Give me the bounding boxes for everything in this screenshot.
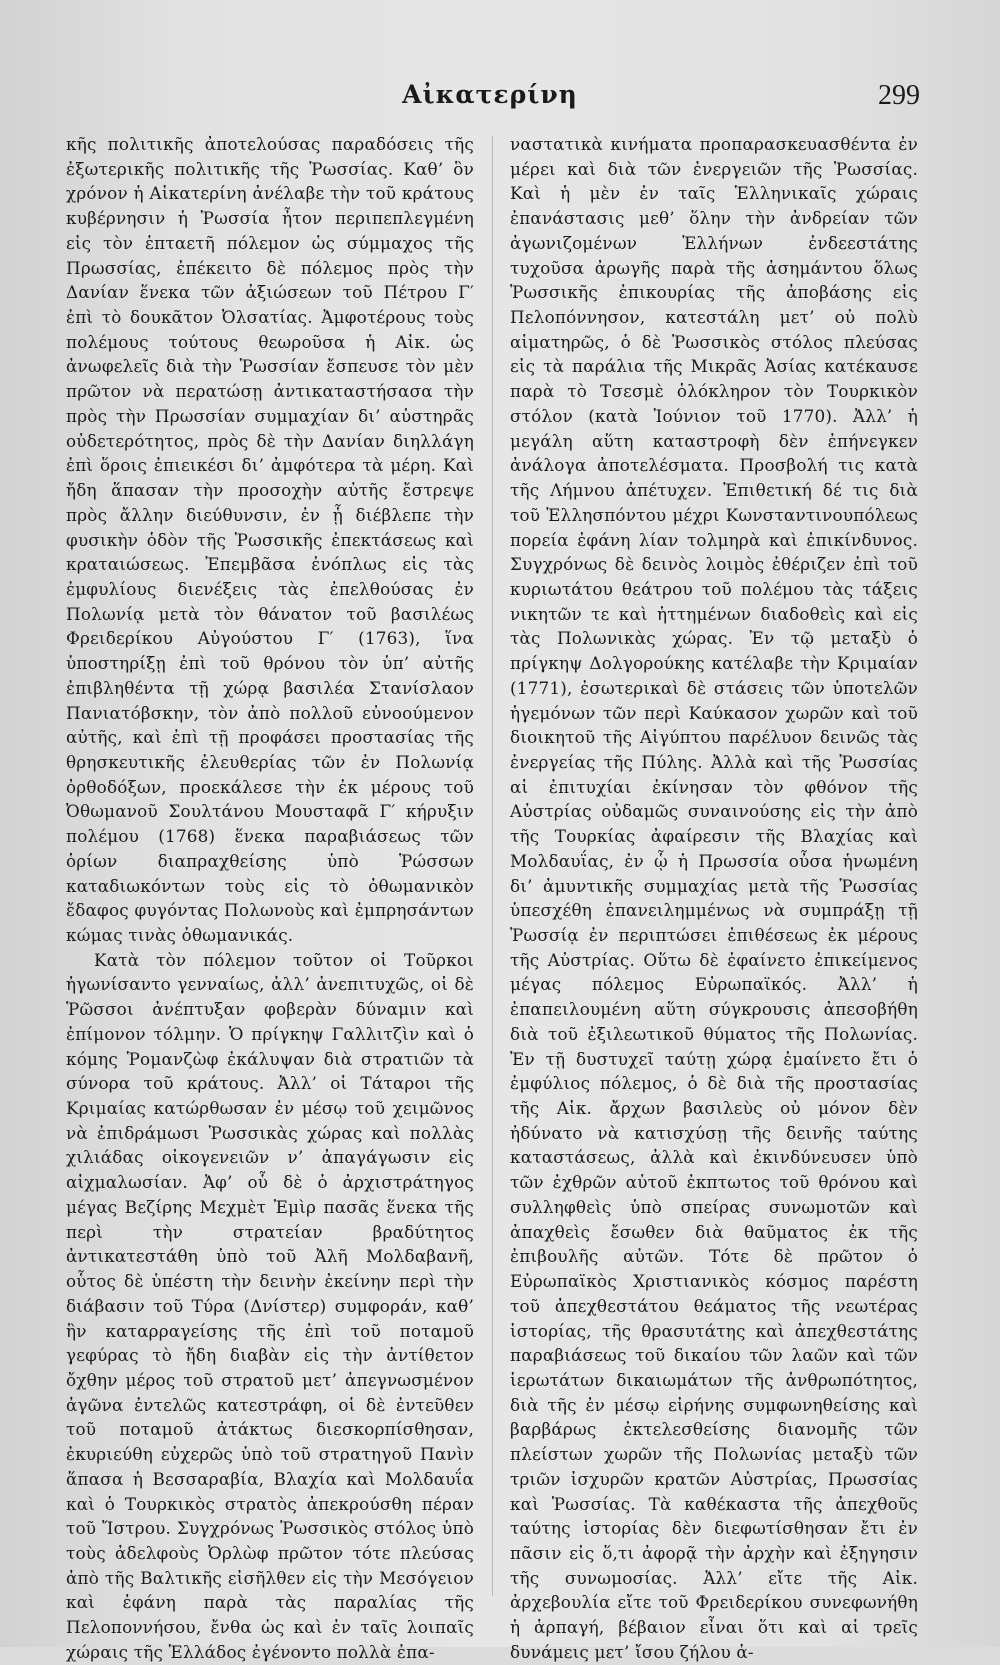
paragraph: ναστατικὰ κινήματα προπαρασκευασθέντα ἐν μέρει καὶ διὰ τῶν ἐνεργειῶν τῆς Ῥωσσίας. Καὶ ἡ μὲν ἐν ταῖς Ἑλληνικαῖς χώραις ἐπανάστασις μεθ’ ὅλην τὴν ἀνδρείαν τῶν ἀγωνιζομένων Ἑλλήνων ἐνδεεστάτης τυχοῦσα ἀρωγῆς παρὰ τῆς ἀσημάντου ὅλως Ῥωσσικῆς ἐπικουρίας τῆς ἀποβάσης εἰς Πελοπόννησον, κατεστάλη μετ’ οὐ πολὺ αἱματηρῶς, ὁ δὲ Ῥωσσικὸς στόλος πλεύσας εἰς τὰ παράλια τῆς Μικρᾶς Ἀσίας κατέκαυσε παρὰ τὸ Τσεσμὲ ὁλόκληρον τὸν Τουρκικὸν στόλον (κατὰ Ἰούνιον τοῦ 1770). Ἀλλ’ ἡ μεγάλη αὕτη καταστροφὴ δὲν ἐπήνεγκεν ἀνάλογα ἀποτελέσματα. Προσβολή τις κατὰ τῆς Λήμνου ἀπέτυχεν. Ἐπιθετική δέ τις διὰ τοῦ Ἑλλησπόντου μέχρι Κωνσταντινουπόλεως πορεία ἐφάνη λίαν τολμηρὰ καὶ ἐπικίνδυνος. Συγχρόνως δὲ δεινὸς λοιμὸς ἐθέριζεν ἐπὶ τοῦ κυριωτάτου θεάτρου τοῦ πολέμου τὰς τάξεις νικητῶν τε καὶ ἡττημένων διαδοθεὶς καὶ εἰς τὰς Πολωνικὰς χώρας. Ἐν τῷ μεταξὺ ὁ πρίγκηψ Δολγορούκης κατέλαβε τὴν Κριμαίαν (1771), ἐσωτερικαὶ δὲ στάσεις τῶν ὑποτελῶν ἡγεμόνων τῶν περὶ Καύκασον χωρῶν καὶ τοῦ διοικητοῦ τῆς Αἰγύπτου παρέλυον δεινῶς τὰς ἐνεργείας τῆς Πύλης. Ἀλλὰ καὶ τῆς Ῥωσσίας αἱ ἐπιτυχίαι ἐκίνησαν τὸν φθόνον τῆς Αὐστρίας οὐδαμῶς συναινούσης εἰς τὴν ἀπὸ τῆς Τουρκίας ἀφαίρεσιν τῆς Βλαχίας καὶ Μολδαυΐας, ἐν ᾧ ἡ Πρωσσία οὖσα ἡνωμένη δι’ ἀμυντικῆς συμμαχίας μετὰ τῆς Ῥωσσίας ὑπεσχέθη ἐπανειλημμένως νὰ συμπράξῃ τῇ Ῥωσσίᾳ ἐν περιπτώσει ἐπιθέσεως ἐκ μέρους τῆς Αὐστρίας. Οὕτω δὲ ἐφαίνετο ἐπικείμενος μέγας πόλεμος Εὐρωπαϊκός. Ἀλλ’ ἡ ἐπαπειλουμένη αὕτη σύγκρουσις ἀπεσοβήθη διὰ τοῦ ἐξιλεωτικοῦ θύματος τῆς Πολωνίας. Ἐν τῇ δυστυχεῖ ταύτῃ χώρᾳ ἐμαίνετο ἔτι ὁ ἐμφύλιος πόλεμος, ὁ δὲ διὰ τῆς προστασίας τῆς Αἰκ. ἄρχων βασιλεὺς οὐ μόνον δὲν ἠδύνατο νὰ κατισχύσῃ τῆς δεινῆς ταύτης καταστάσεως, ἀλλὰ καὶ ἐκινδύνευσεν ὑπὸ τῶν ἐχθρῶν αὐτοῦ ἐκπτωτος τοῦ θρόνου καὶ συλληφθεὶς ὑπὸ σπείρας συνωμοτῶν καὶ ἀπαχθεὶς ἔσωθεν διὰ θαῦματος ἐκ τῆς ἐπιβουλῆς αὐτῶν. Τότε δὲ πρῶτον ὁ Εὐρωπαϊκὸς Χριστιανικὸς κόσμος παρέστη τοῦ ἀπεχθεστάτου θεάματος τῆς νεωτέρας ἱστορίας, τῆς θρασυτάτης καὶ ἀπεχθεστάτης παραβιάσεως τοῦ δικαίου τῶν λαῶν καὶ τῶν ἱερωτάτων δικαιωμάτων τῆς ἀνθρωπότητος, διὰ τῆς ἐν μέσῳ εἰρήνης συμφωνηθείσης καὶ βαρβάρως ἐκτελεσθείσης διανομῆς τῶν πλείστων χωρῶν τῆς Πολωνίας μεταξὺ τῶν τριῶν ἰσχυρῶν κρατῶν Αὐστρίας, Πρωσσίας καὶ Ῥωσσίας. Τὰ καθέκαστα τῆς ἀπεχθοῦς ταύτης ἱστορίας δὲν διεφωτίσθησαν ἔτι ἐν πᾶσιν εἰς ὅ,τι ἀφορᾷ τὴν ἀρχὴν καὶ ἐξηγησιν τῆς συνωμοσίας. Ἀλλ’ εἴτε τῆς Αἰκ. ἀρχεβουλία εἴτε τοῦ Φρειδερίκου συνεφωνήθη ἡ ἁρπαγή, βέβαιον εἶναι ὅτι καὶ αἱ τρεῖς δυνάμεις μετ’ ἴσου ζήλου ἀ- [510, 134, 918, 1662]
page-header [60, 76, 920, 120]
left-column [66, 132, 474, 1665]
paragraph: κῆς πολιτικῆς ἀποτελούσας παραδόσεις τῆς ἐξωτερικῆς πολιτικῆς τῆς Ῥωσσίας. Καθ’ ὃν χρόνον ἡ Αἰκατερίνη ἀνέλαβε τὴν τοῦ κράτους κυβέρνησιν ἡ Ῥωσσία ἦτον περιπεπλεγμένη εἰς τὸν ἑπταετῆ πόλεμον ὡς σύμμαχος τῆς Πρωσσίας, ἐπέκειτο δὲ πόλεμος πρὸς τὴν Δανίαν ἕνεκα τῶν ἀξιώσεων τοῦ Πέτρου Γ′ ἐπὶ τὸ δουκᾶτον Ὀλσατίας. Ἀμφοτέρους τοὺς πολέμους τούτους θεωροῦσα ἡ Αἰκ. ὡς ἀνωφελεῖς διὰ τὴν Ῥωσσίαν ἔσπευσε τὸν μὲν πρῶτον νὰ περατώσῃ ἀντικαταστήσασα τὴν πρὸς τὴν Πρωσσίαν συμμαχίαν δι’ αὐστηρᾶς οὐδετερότητος, πρὸς δὲ τὴν Δανίαν διηλλάγη ἐπὶ ὅροις ἐπιεικέσι δι’ ἀμφότερα τὰ μέρη. Καὶ ἤδη ἅπασαν τὴν προσοχὴν αὐτῆς ἔστρεψε πρὸς ἄλλην διεύθυνσιν, ἐν ᾗ διέβλεπε τὴν φυσικὴν ὁδὸν τῆς Ῥωσσικῆς ἐπεκτάσεως καὶ κραταιώσεως. Ἐπεμβᾶσα ἐνόπλως εἰς τὰς ἐμφυλίους διενέξεις τὰς ἐπελθούσας ἐν Πολωνίᾳ μετὰ τὸν θάνατον τοῦ βασιλέως Φρειδερίκου Αὐγούστου Γ′ (1763), ἵνα ὑποστηρίξῃ ἐπὶ τοῦ θρόνου τὸν ὑπ’ αὐτῆς ἐπιβληθέντα τῇ χώρᾳ βασιλέα Στανίσλαον Πανιατόβσκην, τὸν ἀπὸ πολλοῦ εὐνοούμενον αὐτῆς, καὶ ἐπὶ τῇ προφάσει προστασίας τῆς θρησκευτικῆς ἐλευθερίας τῶν ἐν Πολωνίᾳ ὀρθοδόξων, προεκάλεσε τὴν ἐκ μέρους τοῦ Ὀθωμανοῦ Σουλτάνου Μουσταφᾶ Γ′ κήρυξιν πολέμου (1768) ἕνεκα παραβιάσεως τῶν ὁρίων διαπραχθείσης ὑπὸ Ῥώσσων καταδιωκόντων τοὺς εἰς τὸ ὀθωμανικὸν ἔδαφος φυγόντας Πολωνοὺς καὶ ἐμπρησάντων κώμας τινὰς ὀθωμανικάς. [66, 134, 474, 945]
text-columns [66, 132, 918, 1662]
right-column [510, 132, 918, 1665]
page-number: 299 [878, 80, 920, 111]
running-head: Αἰκατερίνη [402, 80, 578, 109]
paragraph: Κατὰ τὸν πόλεμον τοῦτον οἱ Τοῦρκοι ἠγωνίσαντο γενναίως, ἀλλ’ ἀνεπιτυχῶς, οἱ δὲ Ῥῶσσοι ἀνέπτυξαν φοβερὰν δύναμιν καὶ ἐπίμονον τόλμην. Ὁ πρίγκηψ Γαλλιτζὶν καὶ ὁ κόμης Ῥομανζὼφ ἐκάλυψαν διὰ στρατιῶν τὰ σύνορα τοῦ κράτους. Ἀλλ’ οἱ Τάταροι τῆς Κριμαίας κατώρθωσαν ἐν μέσῳ τοῦ χειμῶνος νὰ ἐπιδράμωσι Ῥωσσικὰς χώρας καὶ πολλὰς χιλιάδας οἰκογενειῶν ν’ ἀπαγάγωσιν εἰς αἰχμαλωσίαν. Ἀφ’ οὗ δὲ ὁ ἀρχιστράτηγος μέγας Βεζίρης Μεχμὲτ Ἐμὶρ πασᾶς ἕνεκα τῆς περὶ τὴν στρατείαν βραδύτητος ἀντικατεστάθη ὑπὸ τοῦ Ἀλῆ Μολδαβανῆ, οὗτος δὲ ὑπέστη τὴν δεινὴν ἐκείνην περὶ τὴν διάβασιν τοῦ Τύρα (Δνίστερ) συμφοράν, καθ’ ἣν καταρραγείσης τῆς ἐπὶ τοῦ ποταμοῦ γεφύρας τὸ ἤδη διαβὰν εἰς τὴν ἀντίθετον ὄχθην μέρος τοῦ στρατοῦ μετ’ ἀπεγνωσμένον ἀγῶνα ἐντελῶς κατεστράφη, οἱ δὲ ἐντεῦθεν τοῦ ποταμοῦ ἀτάκτως διεσκορπίσθησαν, ἐκυριεύθη εὐχερῶς ὑπὸ τοῦ στρατηγοῦ Πανὶν ἅπασα ἡ Βεσσαραβία, Βλαχία καὶ Μολδαυΐα καὶ ὁ Τουρκικὸς στρατὸς ἀπεκρούσθη πέραν τοῦ Ἴστρου. Συγχρόνως Ῥωσσικὸς στόλος ὑπὸ τοὺς ἀδελφοὺς Ὀρλὼφ πρῶτον τότε πλεύσας ἀπὸ τῆς Βαλτικῆς εἰσῆλθεν εἰς τὴν Μεσόγειον καὶ ἐφάνη παρὰ τὰς παραλίας τῆς Πελοποννήσου, ἔνθα ὡς καὶ ἐν ταῖς λοιπαῖς χώραις τῆς Ἑλλάδος ἐγένοντο πολλὰ ἐπα- [66, 949, 474, 1662]
column-divider [492, 136, 493, 1596]
